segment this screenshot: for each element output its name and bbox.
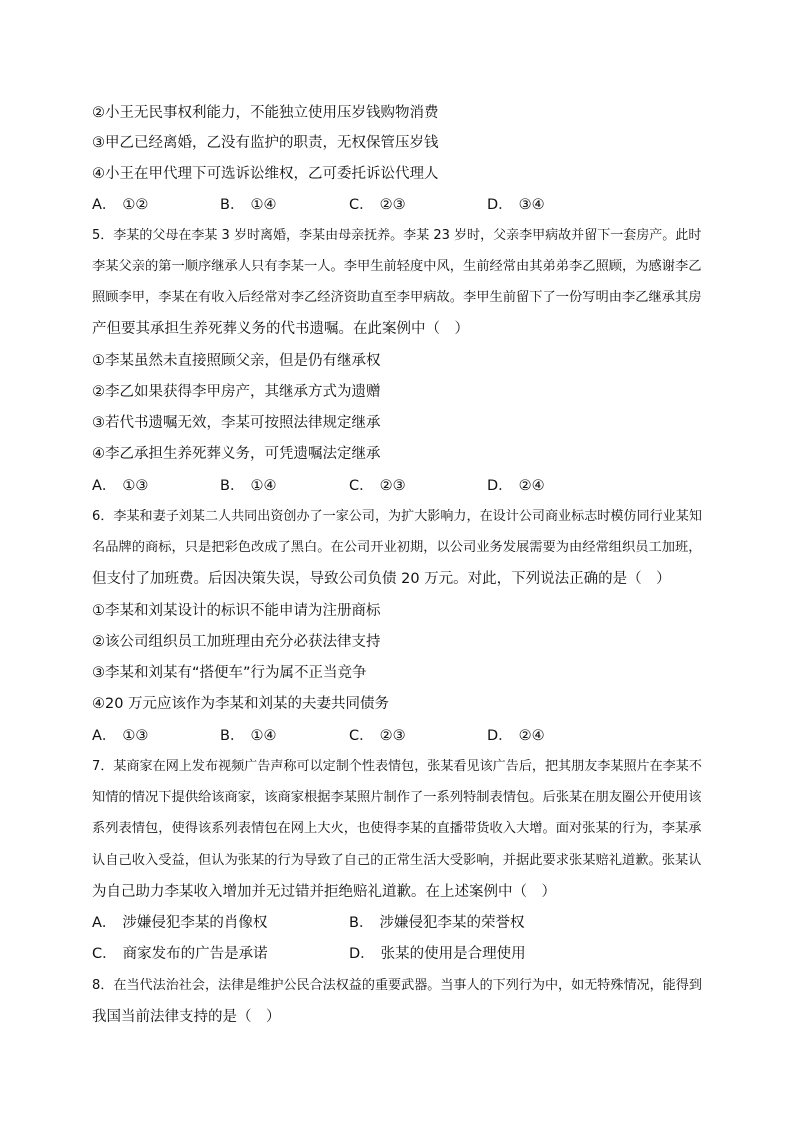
q5-stem-line-4: 产但要其承担生养死葬义务的代书遗嘱。在此案例中（ ） [92, 321, 469, 337]
option-letter: A． [92, 728, 117, 744]
q6-statement-4: ④20 万元应该作为李某和刘某的夫妻共同债务 [92, 696, 390, 712]
option-letter: D． [349, 946, 375, 962]
q6-option-a[interactable] [92, 726, 148, 746]
option-text: 张某的使用是合理使用 [380, 946, 526, 962]
option-letter: A． [92, 478, 117, 494]
option-text: ②④ [518, 478, 545, 494]
q8-stem-line-2: 我国当前法律支持的是（ ） [92, 1009, 281, 1025]
option-letter: C． [349, 728, 374, 744]
option-text: ②③ [379, 478, 406, 494]
q7-option-d[interactable] [349, 944, 526, 964]
q5-stem-line-1: 5．李某的父母在李某 3 岁时离婚，李某由母亲抚养。李某 23 岁时，父亲李甲病故并留下一套房产。此时 [92, 228, 702, 243]
q7-stem-line-2: 知情的情况下提供给该商家，该商家根据李某照片制作了一系列特制表情包。后张某在朋友圈公开使用该 [92, 790, 702, 805]
option-text: ①③ [122, 478, 149, 494]
q7-stem-line-5: 为自己助力李某收入增加并无过错并拒绝赔礼道歉。在上述案例中（ ） [92, 884, 556, 900]
option-letter: B． [220, 478, 245, 494]
q6-option-d[interactable] [487, 726, 545, 746]
q5-stem-line-2: 李某父亲的第一顺序继承人只有李某一人。李甲生前轻度中风，生前经常由其弟弟李乙照顾，为感谢李乙 [92, 259, 702, 274]
option-letter: C． [349, 197, 374, 213]
q5-stem-line-3: 照顾李甲，李某在有收入后经常对李乙经济资助直至李甲病故。李甲生前留下了一份写明由李乙继承其房 [92, 290, 702, 305]
q4-option-d[interactable] [487, 195, 545, 215]
q5-option-c[interactable] [349, 476, 406, 496]
q6-option-b[interactable] [220, 726, 276, 746]
option-text: ②③ [379, 197, 406, 213]
option-text: ①② [122, 197, 149, 213]
option-letter: D． [487, 197, 513, 213]
q6-stem-line-1: 6．李某和妻子刘某二人共同出资创办了一家公司，为扩大影响力，在设计公司商业标志时模仿同行业某知 [92, 509, 702, 524]
option-letter: B． [220, 197, 245, 213]
option-letter: C． [92, 946, 117, 962]
q4-option-a[interactable] [92, 195, 148, 215]
option-text: 涉嫌侵犯李某的肖像权 [122, 915, 268, 931]
option-text: ①④ [250, 478, 277, 494]
q4-statement-3: ③甲乙已经离婚，乙没有监护的职责，无权保管压岁钱 [92, 135, 439, 151]
q7-option-a[interactable] [92, 913, 267, 933]
q6-option-c[interactable] [349, 726, 406, 746]
q6-stem-line-2: 名品牌的商标，只是把彩色改成了黑白。在公司开业初期，以公司业务发展需要为由经常组织员工加班， [92, 540, 702, 555]
q7-stem-line-1: 7．某商家在网上发布视频广告声称可以定制个性表情包，张某看见该广告后，把其朋友李某照片在李某不 [92, 759, 702, 774]
q7-option-b[interactable] [349, 913, 524, 933]
q4-option-b[interactable] [220, 195, 276, 215]
option-text: ①③ [122, 728, 149, 744]
q5-statement-2: ②李乙如果获得李甲房产，其继承方式为遗赠 [92, 384, 381, 400]
option-text: 商家发布的广告是承诺 [122, 946, 268, 962]
q5-statement-3: ③若代书遗嘱无效，李某可按照法律规定继承 [92, 415, 381, 431]
option-letter: D． [487, 478, 513, 494]
option-text: ①④ [250, 728, 277, 744]
q7-stem-line-4: 认自己收入受益，但认为张某的行为导致了自己的正常生活大受影响，并据此要求张某赔礼道歉。张某认 [92, 853, 702, 868]
option-text: ③④ [518, 197, 545, 213]
q6-statement-3: ③李某和刘某有“搭便车”行为属不正当竞争 [92, 665, 367, 681]
q7-stem-line-3: 系列表情包，使得该系列表情包在网上大火，也使得李某的直播带货收入大增。面对张某的行为，李某承 [92, 821, 702, 836]
q7-option-c[interactable] [92, 944, 268, 964]
option-text: ②③ [379, 728, 406, 744]
option-text: 涉嫌侵犯李某的荣誉权 [379, 915, 525, 931]
q6-statement-2: ②该公司组织员工加班理由充分必获法律支持 [92, 634, 381, 650]
option-text: ①④ [250, 197, 277, 213]
option-letter: A． [92, 197, 117, 213]
q4-statement-2: ②小王无民事权利能力，不能独立使用压岁钱购物消费 [92, 105, 439, 121]
q5-option-b[interactable] [220, 476, 276, 496]
q6-statement-1: ①李某和刘某设计的标识不能申请为注册商标 [92, 603, 381, 619]
q4-option-c[interactable] [349, 195, 406, 215]
q8-stem-line-1: 8．在当代法治社会，法律是维护公民合法权益的重要武器。当事人的下列行为中，如无特殊情况，能得到 [92, 978, 702, 993]
q6-stem-line-3: 但支付了加班费。后因决策失误，导致公司负债 20 万元。对此，下列说法正确的是（ ） [92, 571, 671, 587]
q5-statement-4: ④李乙承担生养死葬义务，可凭遗嘱法定继承 [92, 446, 381, 462]
option-letter: A． [92, 915, 117, 931]
q5-statement-1: ①李某虽然未直接照顾父亲，但是仍有继承权 [92, 353, 381, 369]
q5-option-d[interactable] [487, 476, 545, 496]
option-letter: B． [349, 915, 374, 931]
option-letter: B． [220, 728, 245, 744]
q5-option-a[interactable] [92, 476, 148, 496]
q4-statement-4: ④小王在甲代理下可选诉讼维权，乙可委托诉讼代理人 [92, 166, 439, 182]
option-letter: D． [487, 728, 513, 744]
option-letter: C． [349, 478, 374, 494]
option-text: ②④ [518, 728, 545, 744]
